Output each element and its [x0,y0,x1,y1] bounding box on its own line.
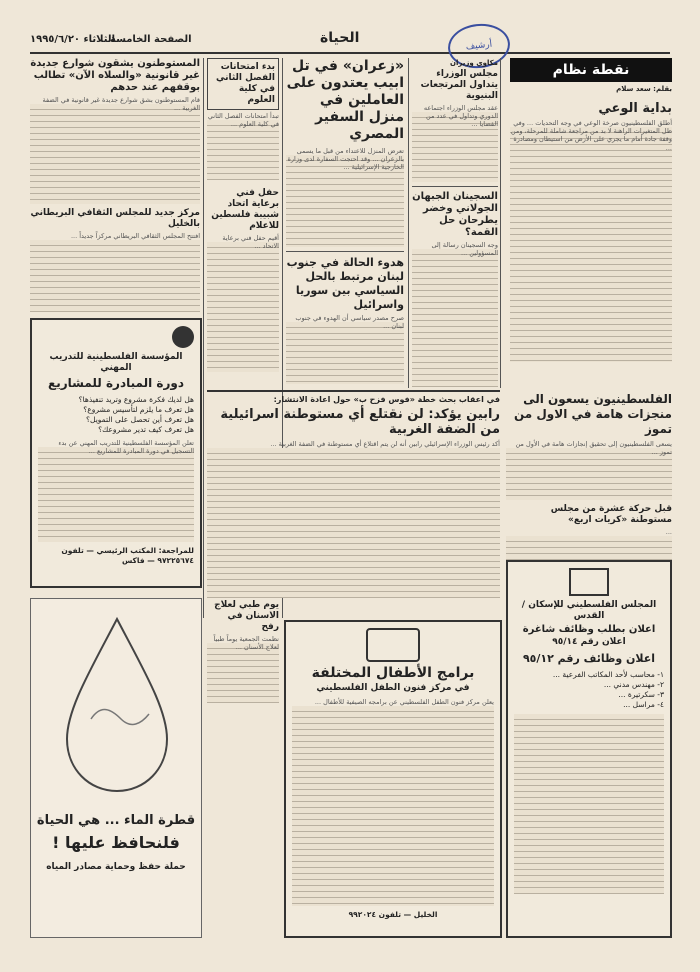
kids-programs-advertisement [284,620,502,938]
article-title: المستوطنون يشقون شوارع جديدة غير قانونية «والسلاه الآن» تطالب بوقفهم عند حدهم [30,58,200,93]
council-details [514,714,664,894]
ad-question: هل تعرف كيف تدير مشروعك؟ [98,425,194,434]
wide-story [207,390,500,598]
ad-contact: للمراجعة: المكتب الرئيسي — تلفون ٩٧٢٢٥٦٧٤ — فاكس [61,546,194,565]
story-title: رابين يؤكد: لن نقتلع أي مستوطنة اسرائيلية من الضفة الغربية [220,407,500,437]
article-body [510,127,672,362]
council-item: ٤- مراسل ... [623,700,664,709]
article-lead: قام المستوطنون بشق شوارع جديدة غير قانونية في الضفة الغربية ... [42,96,200,113]
article-title: السجينان الجبهان الجولاني وخضر يطرحان حل القمة؟ [412,191,498,238]
brief-lead: تبدأ امتحانات الفصل الثاني في كلية العلوم ... [207,112,279,129]
column-small [207,600,279,703]
ad-details-body [38,447,194,542]
ad-question: هل تعرف أين تحصل على التمويل؟ [86,415,194,424]
ad-organization: المؤسسة الفلسطينية للتدريب المهني [49,352,183,373]
article-title: مركز جديد للمجلس الثقافي البريطاني بالخليل [30,208,200,229]
council-title: اعلان بطلب وظائف شاغرة [522,624,656,635]
housing-council-advertisement [506,560,672,938]
issue-date: الثلاثاء ١٩٩٥/٦/٢٠ [30,34,115,45]
brief-body [207,120,279,180]
water-campaign-advertisement [30,598,202,938]
brief-lead: أقيم حفل فني برعاية الاتحاد ... [222,234,279,251]
column-cabinet [412,58,498,387]
page-number: الصفحة الخامسة [110,34,192,45]
article-title: هدوء الحالة في جنوب لبنان مرتبط بالحل السياسي بين سوريا واسرائيل [286,256,404,311]
story-title: الفلسطينيون يسعون الى منجزات هامة في الاول من تموز [513,392,672,436]
column-briefs [207,58,279,372]
housing-council-logo-icon [569,568,609,596]
column-nuqta [510,58,672,362]
institution-emblem-icon [172,326,194,348]
column-rule [203,58,204,618]
story-lead: ... [665,528,672,536]
story-title: قبل حركة عشرة من مجلس مستوطنة «كريات اربع» [550,504,672,525]
water-slogan: قطرة الماء ... هي الحياة [36,813,196,828]
column-settlers [30,58,200,312]
brief-title: حفل فني برعاية اتحاد شبيبة فلسطين للاعلام [211,188,279,231]
council-organization: المجلس الفلسطيني للإسكان / القدس [521,600,657,621]
story-lead: يسعى الفلسطينيون إلى تحقيق إنجازات هامة في الأول من تموز ... [515,440,672,457]
article-body [412,249,498,387]
kids-ad-details [292,706,494,906]
brief-body [207,242,279,372]
council-item: ٢- مهندس مدني ... [603,680,664,689]
kids-center-logo-icon [366,628,420,662]
council-item: ١- محاسب لأحد المكاتب الفرعية ... [552,670,664,679]
column-banner: نقطة نظام [510,58,672,82]
article-lead: افتتح المجلس الثقافي البريطاني مركزاً جديداً ... [70,232,200,240]
story-palestinians [506,392,672,588]
kids-ad-contact: الخليل — تلفون ٩٩٢٠٢٤ [348,910,438,919]
column-author: بقلم: سعد سلام [616,85,672,93]
water-cta: فلنحافظ عليها ! [52,833,180,852]
story-kicker: في اعقاب بحث خطة «فوس فزح ب» حول اعادة الانتشار: [207,390,500,405]
newspaper-logo: الحياة [320,30,360,46]
article-kicker: مكاوي وزيران [450,59,498,67]
kids-ad-subtitle: في مركز فنون الطفل الفلسطيني [316,683,470,693]
column-rule [500,58,501,388]
article-lead: وجه السجينان رسالة إلى المسؤولين ... [431,241,498,258]
kids-ad-title: برامج الأطفال المختلفة [311,665,475,681]
brief-title: يوم طبي لعلاج الاسنان في رفح [214,600,279,632]
article-title: «زعران» في تل ابيب يعتدون على العاملين في منزل السفير المصري [286,58,404,142]
water-drop-icon [31,599,203,809]
column-zaran [286,58,404,384]
article-lead: أطلق الفلسطينيون صرخة الوعي في وجه التحديات ... وفي ظل المتغيرات الراهنة لا بد من مراجعة شاملة للمرحلة، ومن وقفة جادة أمام ما يجري على الأرض من استيطان ومصادرة ... [510,119,672,152]
brief-lead: نظمت الجمعية يوماً طبياً لعلاج الأسنان ... [213,635,279,652]
council-ref1: اعلان رقم ٩٥/١٤ [552,637,626,647]
story-body [506,448,672,500]
ad-title: دورة المبادرة للمشاريع [48,376,184,390]
article-body [286,322,404,384]
article-title: مجلس الوزراء يتداول المرتجعات البنيوية [420,69,498,101]
article-lead: تعرض المنزل للاعتداء من قبل ما يسمى بالزعران ... وقد احتجت السفارة لدى وزارة الخارجية الإسرائيلية ... [287,147,404,172]
ad-question: هل تعرف ما يلزم لتأسيس مشروع؟ [83,405,194,414]
article-lead: عقد مجلس الوزراء اجتماعه الدوري وتداول في عدد من القضايا ... [423,104,498,129]
kids-ad-body: يعلن مركز فنون الطفل الفلسطيني عن برامجه الصيفية للأطفال ... [314,698,494,706]
article-title: بداية الوعي [598,101,672,116]
article-body [30,240,200,312]
brief-title: بدء امتحانات الفصل الثاني في كلية العلوم [216,62,275,105]
ad-question: هل لديك فكرة مشروع وتريد تنفيذها؟ [78,395,194,404]
column-rule [408,58,409,388]
story-body [207,448,500,598]
water-campaign: حملة حفظ وحماية مصادر المياه [46,862,186,872]
archive-stamp: أرشيف [446,21,512,71]
council-item: ٣- سكرتيرة ... [618,690,664,699]
council-ref2: اعلان وظائف رقم ٩٥/١٢ [522,652,656,665]
article-body [30,104,200,204]
brief-body [207,643,279,703]
masthead [30,30,670,54]
ad-details: تعلن المؤسسة الفلسطينية للتدريب المهني عن بدء التسجيل في دورة المبادرة للمشاريع ... [58,439,194,456]
article-lead: صرح مصدر سياسي أن الهدوء في جنوب لبنان ... [295,314,404,331]
story-lead: أكد رئيس الوزراء الإسرائيلي رابين أنه لن يتم اقتلاع أي مستوطنة في الضفة الغربية ... [270,440,500,448]
training-advertisement [30,318,202,588]
